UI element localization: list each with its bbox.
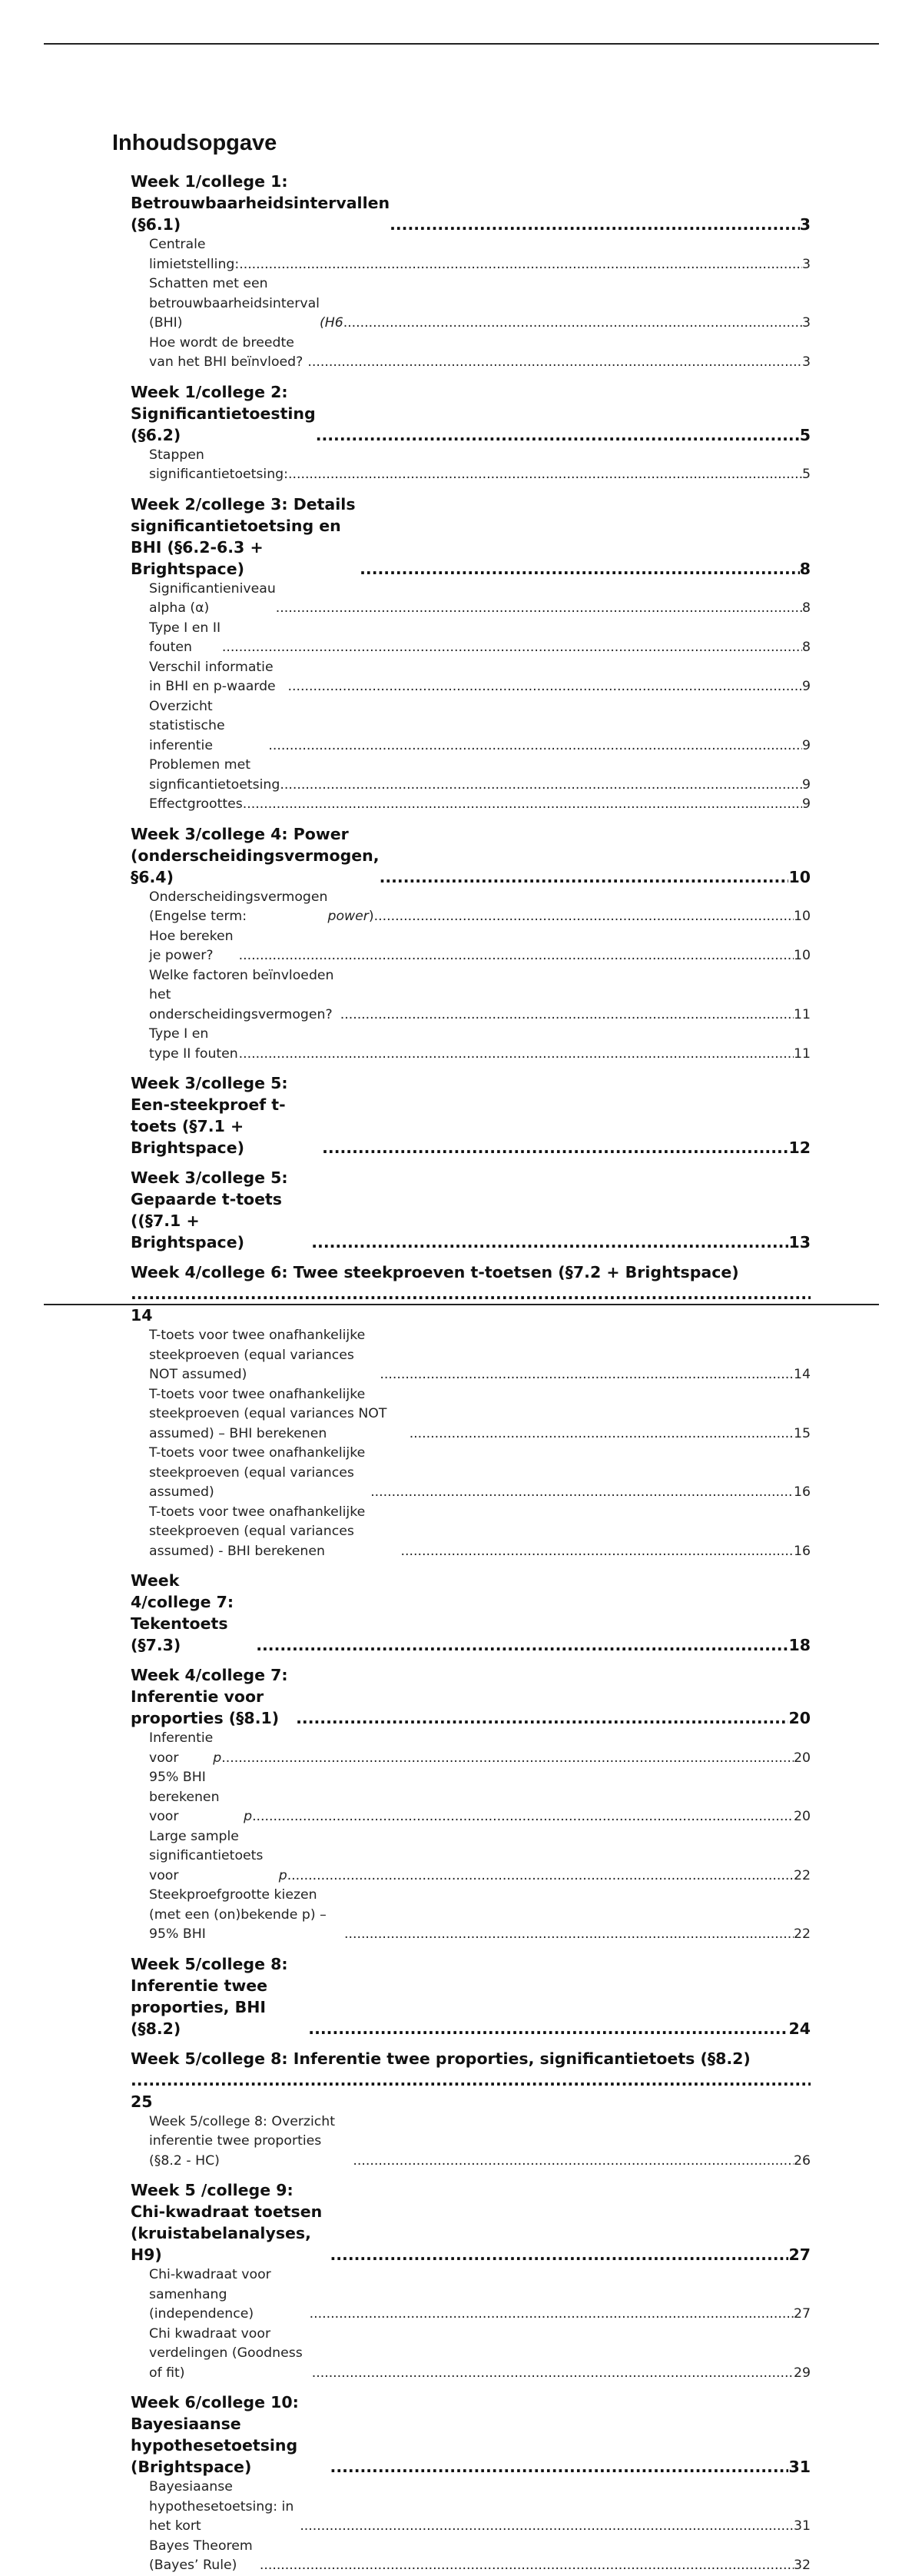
toc-heading-entry[interactable] [131,1072,811,1158]
toc-entry-text: Week 1/college 2: Significantietoesting (§6.2) [131,382,316,444]
dot-leader [288,465,802,485]
toc-page-number: 10 [794,909,811,924]
toc-page-number: 9 [802,737,811,753]
toc-heading-entry[interactable] [131,1664,811,1729]
toc-entry-text: Week 3/college 4: Power (onderscheidingsvermogen, §6.4) [131,824,380,886]
dot-leader [287,1866,794,1886]
toc-page-number: 13 [788,1233,811,1251]
toc-page-number: 14 [794,1367,811,1382]
toc-subentry[interactable] [131,1385,811,1444]
dot-leader [268,736,802,756]
toc-heading-entry[interactable] [131,494,811,580]
toc-entry-text: T-toets voor twee onafhankelijke steekproeven (equal variances assumed) [149,1445,366,1500]
toc-entry-text: Large sample significantietoets voor [149,1828,264,1883]
toc-entry-text: Week 5 /college 9: Chi-kwadraat toetsen (kruistabelanalyses, H9) [131,2181,323,2264]
toc-entry-text: Week 1/college 1: Betrouwbaarheidsintervallen (§6.1) [131,172,390,234]
toc-page-number: 10 [788,867,811,886]
toc-heading-entry[interactable] [131,1953,811,2039]
toc-page-number: 31 [794,2518,811,2534]
toc-page-number: 5 [799,425,811,444]
dot-leader [360,558,800,580]
toc-page-number: 15 [794,1425,811,1441]
dot-leader [401,1542,794,1562]
dot-leader [410,1424,794,1444]
toc-entry-suffix: ) [368,909,374,924]
toc-entry-text: Onderscheidingsvermogen (Engelse term: [149,889,328,924]
toc-entry-text: Bayes Theorem (Bayes’ Rule) [149,2538,253,2573]
toc-page-number: 18 [788,1636,811,1654]
toc-page-number: 20 [794,1750,811,1766]
toc-entry-text: Week 3/college 5: Gepaarde t-toets ((§7.1 + Brightspace) [131,1168,288,1251]
toc-entry-italic: (H6 [319,315,343,331]
toc-heading-entry[interactable] [131,1570,811,1656]
toc-entry-text: Chi-kwadraat voor samenhang (independence) [149,2267,271,2322]
toc-subentry[interactable] [131,2537,811,2576]
toc-subentry[interactable] [131,2112,811,2172]
toc-heading-entry[interactable] [131,1261,811,1326]
toc-page-number: 27 [788,2245,811,2264]
toc-entry-text: Bayesiaanse hypothesetoetsing: in het kort [149,2479,294,2534]
toc-subentry[interactable] [131,1326,811,1385]
dot-leader [316,424,800,446]
toc-page-number: 9 [802,796,811,812]
toc-page-number: 27 [794,2306,811,2322]
toc-entry-italic: p [213,1750,222,1766]
dot-leader [380,866,789,888]
dot-leader [330,2244,788,2265]
toc-entry-italic: p [244,1809,253,1824]
dot-leader [307,353,802,373]
dot-leader [256,1634,788,1656]
toc-entry-text: Overzicht statistische inferentie [149,698,225,753]
table-of-contents [131,171,811,2576]
toc-page-number: 3 [802,315,811,331]
dot-leader [280,776,802,796]
toc-subentry[interactable] [131,235,811,274]
toc-page-number: 24 [788,2019,811,2038]
dot-leader [312,2364,794,2384]
toc-subentry[interactable] [131,2325,811,2384]
toc-title: Inhoudsopgave [112,131,277,155]
toc-entry-text: Significantieniveau alpha (α) [149,580,276,616]
toc-subentry[interactable] [131,334,811,373]
toc-page-number: 9 [802,679,811,694]
dot-leader [311,1231,788,1253]
toc-subentry[interactable] [131,888,811,927]
toc-page-number: 22 [794,1867,811,1883]
dot-leader [310,2305,794,2325]
toc-entry-text: T-toets voor twee onafhankelijke steekproeven (equal variances NOT assumed) – BHI berekenen [149,1386,387,1441]
toc-subentry[interactable] [131,1025,811,1064]
toc-page-number: 25 [131,2092,153,2111]
toc-page-number: 5 [802,467,811,482]
toc-subentry[interactable] [131,795,811,815]
toc-page-number: 3 [799,215,811,234]
toc-page-number: 8 [802,600,811,616]
dot-leader [252,1807,794,1827]
dot-leader [260,2556,794,2576]
toc-page-number: 32 [794,2558,811,2573]
dot-leader [296,1707,788,1729]
toc-subentry[interactable] [131,619,811,658]
dot-leader [243,795,802,815]
toc-entry-italic: p [278,1867,287,1883]
dot-leader [276,599,802,619]
toc-entry-text: Steekproefgrootte kiezen (met een (on)bekende p) – 95% BHI [149,1887,327,1942]
dot-leader [353,2152,794,2172]
toc-page-number: 9 [802,776,811,793]
toc-entry-text: Verschil informatie in BHI en p-waarde [149,659,276,694]
toc-subentry[interactable] [131,658,811,697]
toc-page-number: 14 [131,1306,153,1325]
toc-entry-text: Centrale limietstelling: [149,237,240,272]
toc-entry-text: Type I en II fouten [149,620,221,655]
toc-subentry[interactable] [131,580,811,619]
dot-leader [222,638,802,658]
toc-subentry[interactable] [131,1768,811,1827]
toc-entry-text: Problemen met signficantietoetsing [149,757,280,793]
toc-page-number: 31 [788,2458,811,2476]
toc-heading-entry[interactable] [131,381,811,446]
dot-leader [380,1365,794,1385]
toc-page-number: 11 [794,1006,811,1022]
toc-entry-text: Week 4/college 7: Tekentoets (§7.3) [131,1571,234,1654]
toc-entry-text: Week 6/college 10: Bayesiaanse hypothesetoetsing (Brightspace) [131,2393,299,2476]
dot-leader [308,2018,788,2039]
toc-page-number: 16 [794,1543,811,1559]
toc-entry-text: Week 3/college 5: Een-steekproef t-toets (§7.1 + Brightspace) [131,1074,288,1157]
dot-leader [239,255,802,275]
toc-heading-entry[interactable] [131,2392,811,2478]
toc-subentry[interactable] [131,1827,811,1886]
dot-leader [343,314,802,334]
toc-entry-text: Week 5/college 8: Overzicht inferentie twee proporties (§8.2 - HC) [149,2113,336,2169]
toc-entry-text: Week 2/college 3: Details significantietoetsing en BHI (§6.2-6.3 + Brightspace) [131,494,356,578]
toc-entry-text: Week 4/college 7: Inferentie voor proporties (§8.1) [131,1666,288,1727]
dot-leader [239,946,794,966]
toc-entry-text: Chi kwadraat voor verdelingen (Goodness of fit) [149,2325,303,2381]
toc-heading-entry[interactable] [131,2048,811,2112]
toc-page-number: 26 [794,2152,811,2169]
header-rule [44,43,879,45]
toc-page-number: 29 [794,2365,811,2381]
toc-entry-italic: power [327,909,369,924]
dot-leader [300,2517,794,2537]
toc-heading-entry[interactable] [131,2179,811,2265]
toc-entry-text: Week 5/college 8: Inferentie twee proporties, BHI (§8.2) [131,1954,288,2038]
toc-page-number: 16 [794,1484,811,1500]
dot-leader [131,1283,811,1305]
footer-rule [44,1304,879,1305]
toc-entry-text: Week 4/college 6: Twee steekproeven t-toetsen (§7.2 + Brightspace) [131,1263,739,1281]
toc-entry-text: Schatten met een betrouwbaarheidsinterval (BHI) [149,276,320,331]
toc-entry-text: Stappen significantietoetsing: [149,447,288,482]
toc-subentry[interactable] [131,1729,811,1768]
toc-subentry[interactable] [131,1503,811,1562]
toc-entry-text: Effectgroottes [149,796,243,812]
toc-page-number: 8 [802,640,811,655]
toc-page-number: 20 [788,1709,811,1727]
toc-subentry[interactable] [131,927,811,966]
toc-subentry[interactable] [131,1444,811,1503]
toc-subentry[interactable] [131,2265,811,2325]
toc-heading-entry[interactable] [131,171,811,235]
toc-page-number: 22 [794,1926,811,1942]
toc-entry-text: Inferentie voor [149,1730,214,1766]
toc-subentry[interactable] [131,697,811,756]
toc-entry-text: Week 5/college 8: Inferentie twee proporties, significantietoets (§8.2) [131,2049,751,2068]
toc-entry-text: Hoe wordt de breedte van het BHI beïnvloed? [149,334,303,370]
dot-leader [340,1005,794,1025]
toc-page-number: 8 [799,559,811,578]
toc-entry-text: Hoe bereken je power? [149,928,234,963]
toc-entry-text: Type I en type II fouten [149,1026,238,1062]
dot-leader [330,2456,789,2478]
toc-page-number: 20 [794,1809,811,1824]
toc-subentry[interactable] [131,2478,811,2537]
toc-page-number: 10 [794,948,811,963]
dot-leader [344,1925,794,1945]
dot-leader [390,214,800,235]
toc-heading-entry[interactable] [131,1167,811,1253]
toc-subentry[interactable] [131,1886,811,1945]
toc-heading-entry[interactable] [131,823,811,888]
toc-entry-text: T-toets voor twee onafhankelijke steekproeven (equal variances assumed) - BHI berekenen [149,1504,366,1559]
dot-leader [322,1137,788,1158]
toc-entry-text: T-toets voor twee onafhankelijke steekproeven (equal variances NOT assumed) [149,1328,366,1382]
toc-page-number: 3 [802,256,811,272]
dot-leader [131,2069,811,2091]
toc-subentry[interactable] [131,756,811,795]
toc-subentry[interactable] [131,966,811,1025]
dot-leader [221,1749,794,1769]
toc-entry-text: 95% BHI berekenen voor [149,1770,220,1824]
toc-subentry[interactable] [131,274,811,334]
toc-page-number: 11 [794,1045,811,1062]
dot-leader [370,1483,794,1503]
toc-page-number: 3 [802,354,811,370]
dot-leader [374,907,794,927]
toc-page-number: 12 [788,1138,811,1157]
toc-subentry[interactable] [131,446,811,485]
dot-leader [288,677,802,697]
dot-leader [239,1045,794,1065]
toc-entry-text: Welke factoren beïnvloeden het onderscheidingsvermogen? [149,967,334,1022]
